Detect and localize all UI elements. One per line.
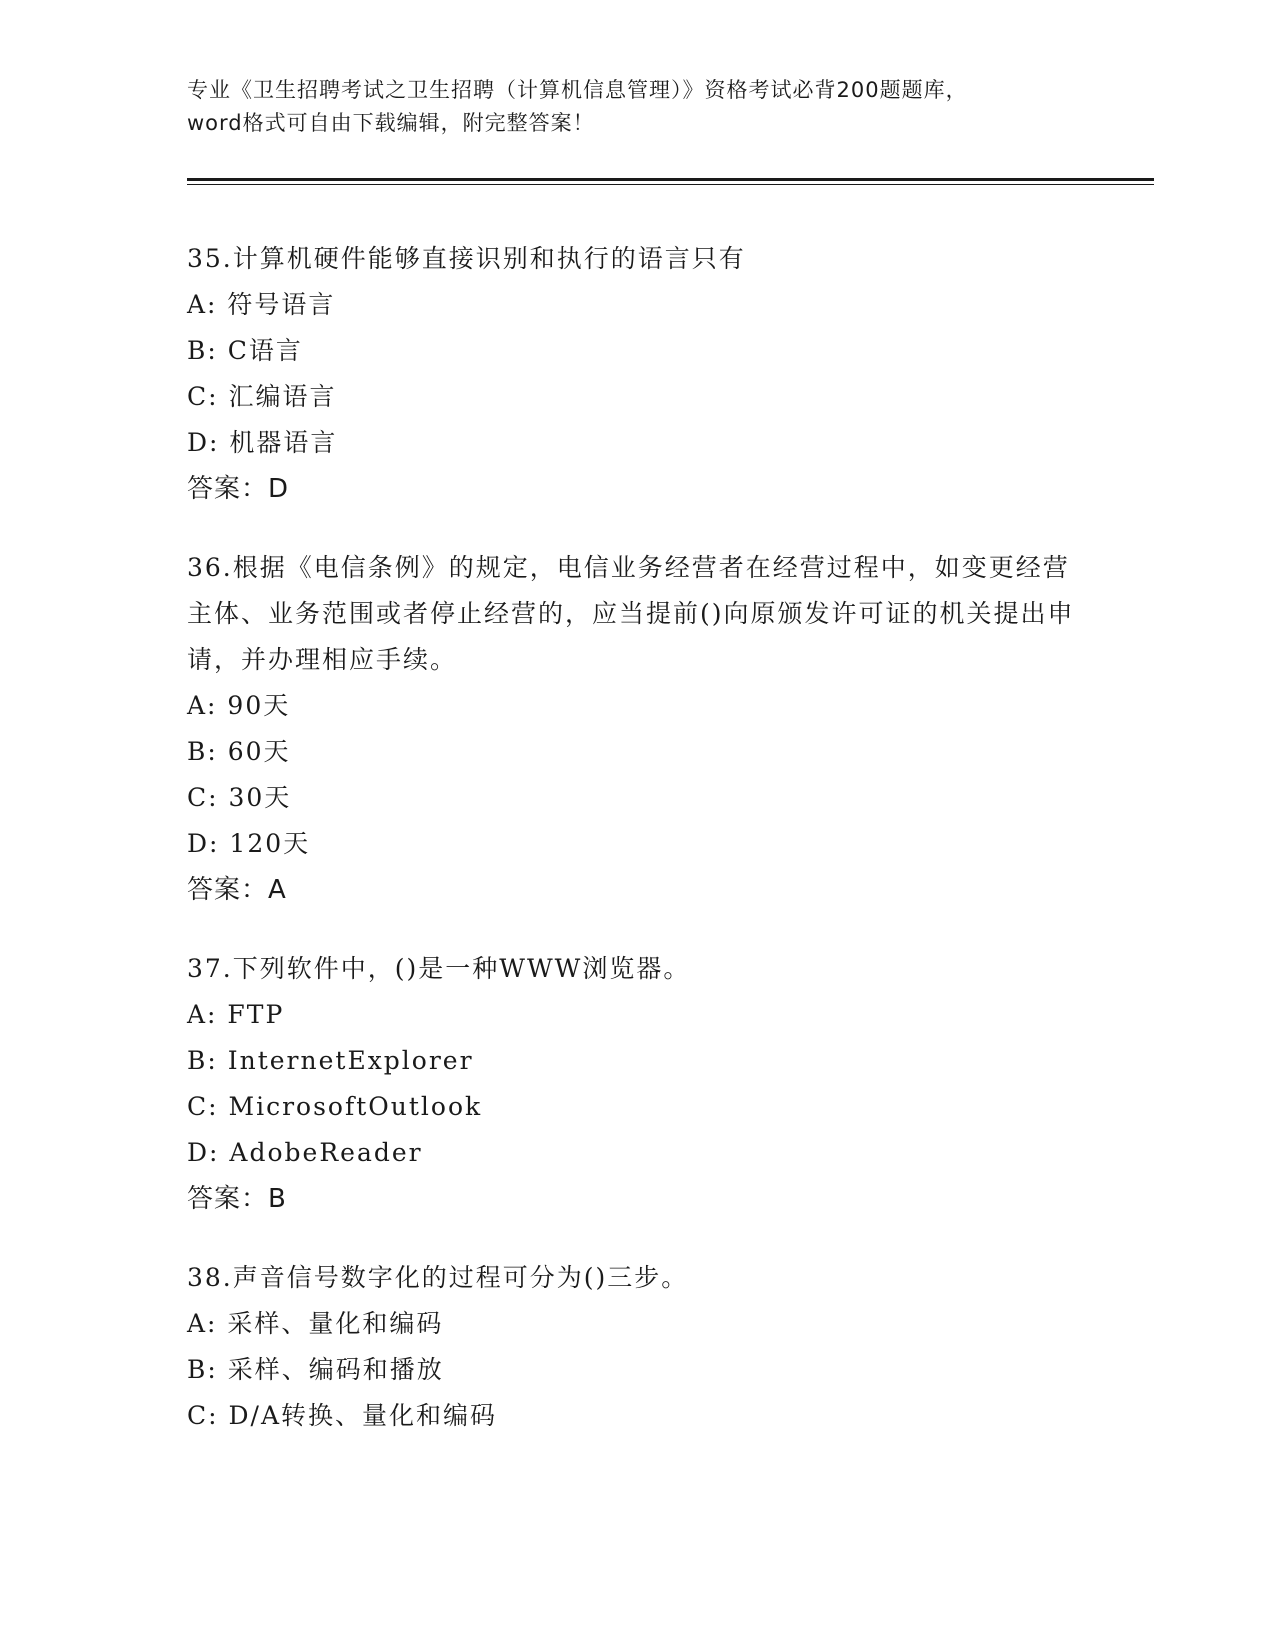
question-list bbox=[187, 236, 1087, 1472]
question-stem: 35.计算机硬件能够直接识别和执行的语言只有 bbox=[187, 244, 746, 273]
option-a: A: FTP bbox=[187, 1000, 285, 1029]
option-b: B: 采样、编码和播放 bbox=[187, 1355, 444, 1384]
option-d: D: 120天 bbox=[187, 829, 311, 858]
question-37 bbox=[187, 946, 1087, 1222]
answer-label: 答案：D bbox=[187, 474, 290, 504]
question-35 bbox=[187, 236, 1087, 512]
option-d: D: AdobeReader bbox=[187, 1138, 423, 1167]
option-b: B: 60天 bbox=[187, 737, 291, 766]
option-a: A: 90天 bbox=[187, 691, 291, 720]
question-38 bbox=[187, 1255, 1087, 1439]
answer-label: 答案：A bbox=[187, 875, 287, 905]
option-c: C: MicrosoftOutlook bbox=[187, 1092, 483, 1121]
option-b: B: InternetExplorer bbox=[187, 1046, 474, 1075]
header-line-2: word格式可自由下载编辑，附完整答案！ bbox=[187, 111, 595, 135]
answer-label: 答案：B bbox=[187, 1184, 287, 1214]
question-stem: 36.根据《电信条例》的规定，电信业务经营者在经营过程中，如变更经营主体、业务范围或者停止经营的，应当提前()向原颁发许可证的机关提出申请，并办理相应手续。 bbox=[187, 553, 1075, 674]
header-line-1: 专业《卫生招聘考试之卫生招聘（计算机信息管理）》资格考试必背200题题库， bbox=[187, 78, 968, 102]
option-d: D: 机器语言 bbox=[187, 428, 338, 457]
header-divider-thick bbox=[187, 178, 1154, 181]
question-36 bbox=[187, 545, 1087, 913]
question-stem: 37.下列软件中，()是一种WWW浏览器。 bbox=[187, 954, 691, 983]
option-b: B: C语言 bbox=[187, 336, 303, 365]
option-c: C: 汇编语言 bbox=[187, 382, 337, 411]
document-header bbox=[187, 74, 1087, 140]
option-a: A: 采样、量化和编码 bbox=[187, 1309, 444, 1338]
option-c: C: D/A转换、量化和编码 bbox=[187, 1401, 498, 1430]
option-a: A: 符号语言 bbox=[187, 290, 336, 319]
option-c: C: 30天 bbox=[187, 783, 292, 812]
header-divider-thin bbox=[187, 184, 1154, 185]
question-stem: 38.声音信号数字化的过程可分为()三步。 bbox=[187, 1263, 689, 1292]
